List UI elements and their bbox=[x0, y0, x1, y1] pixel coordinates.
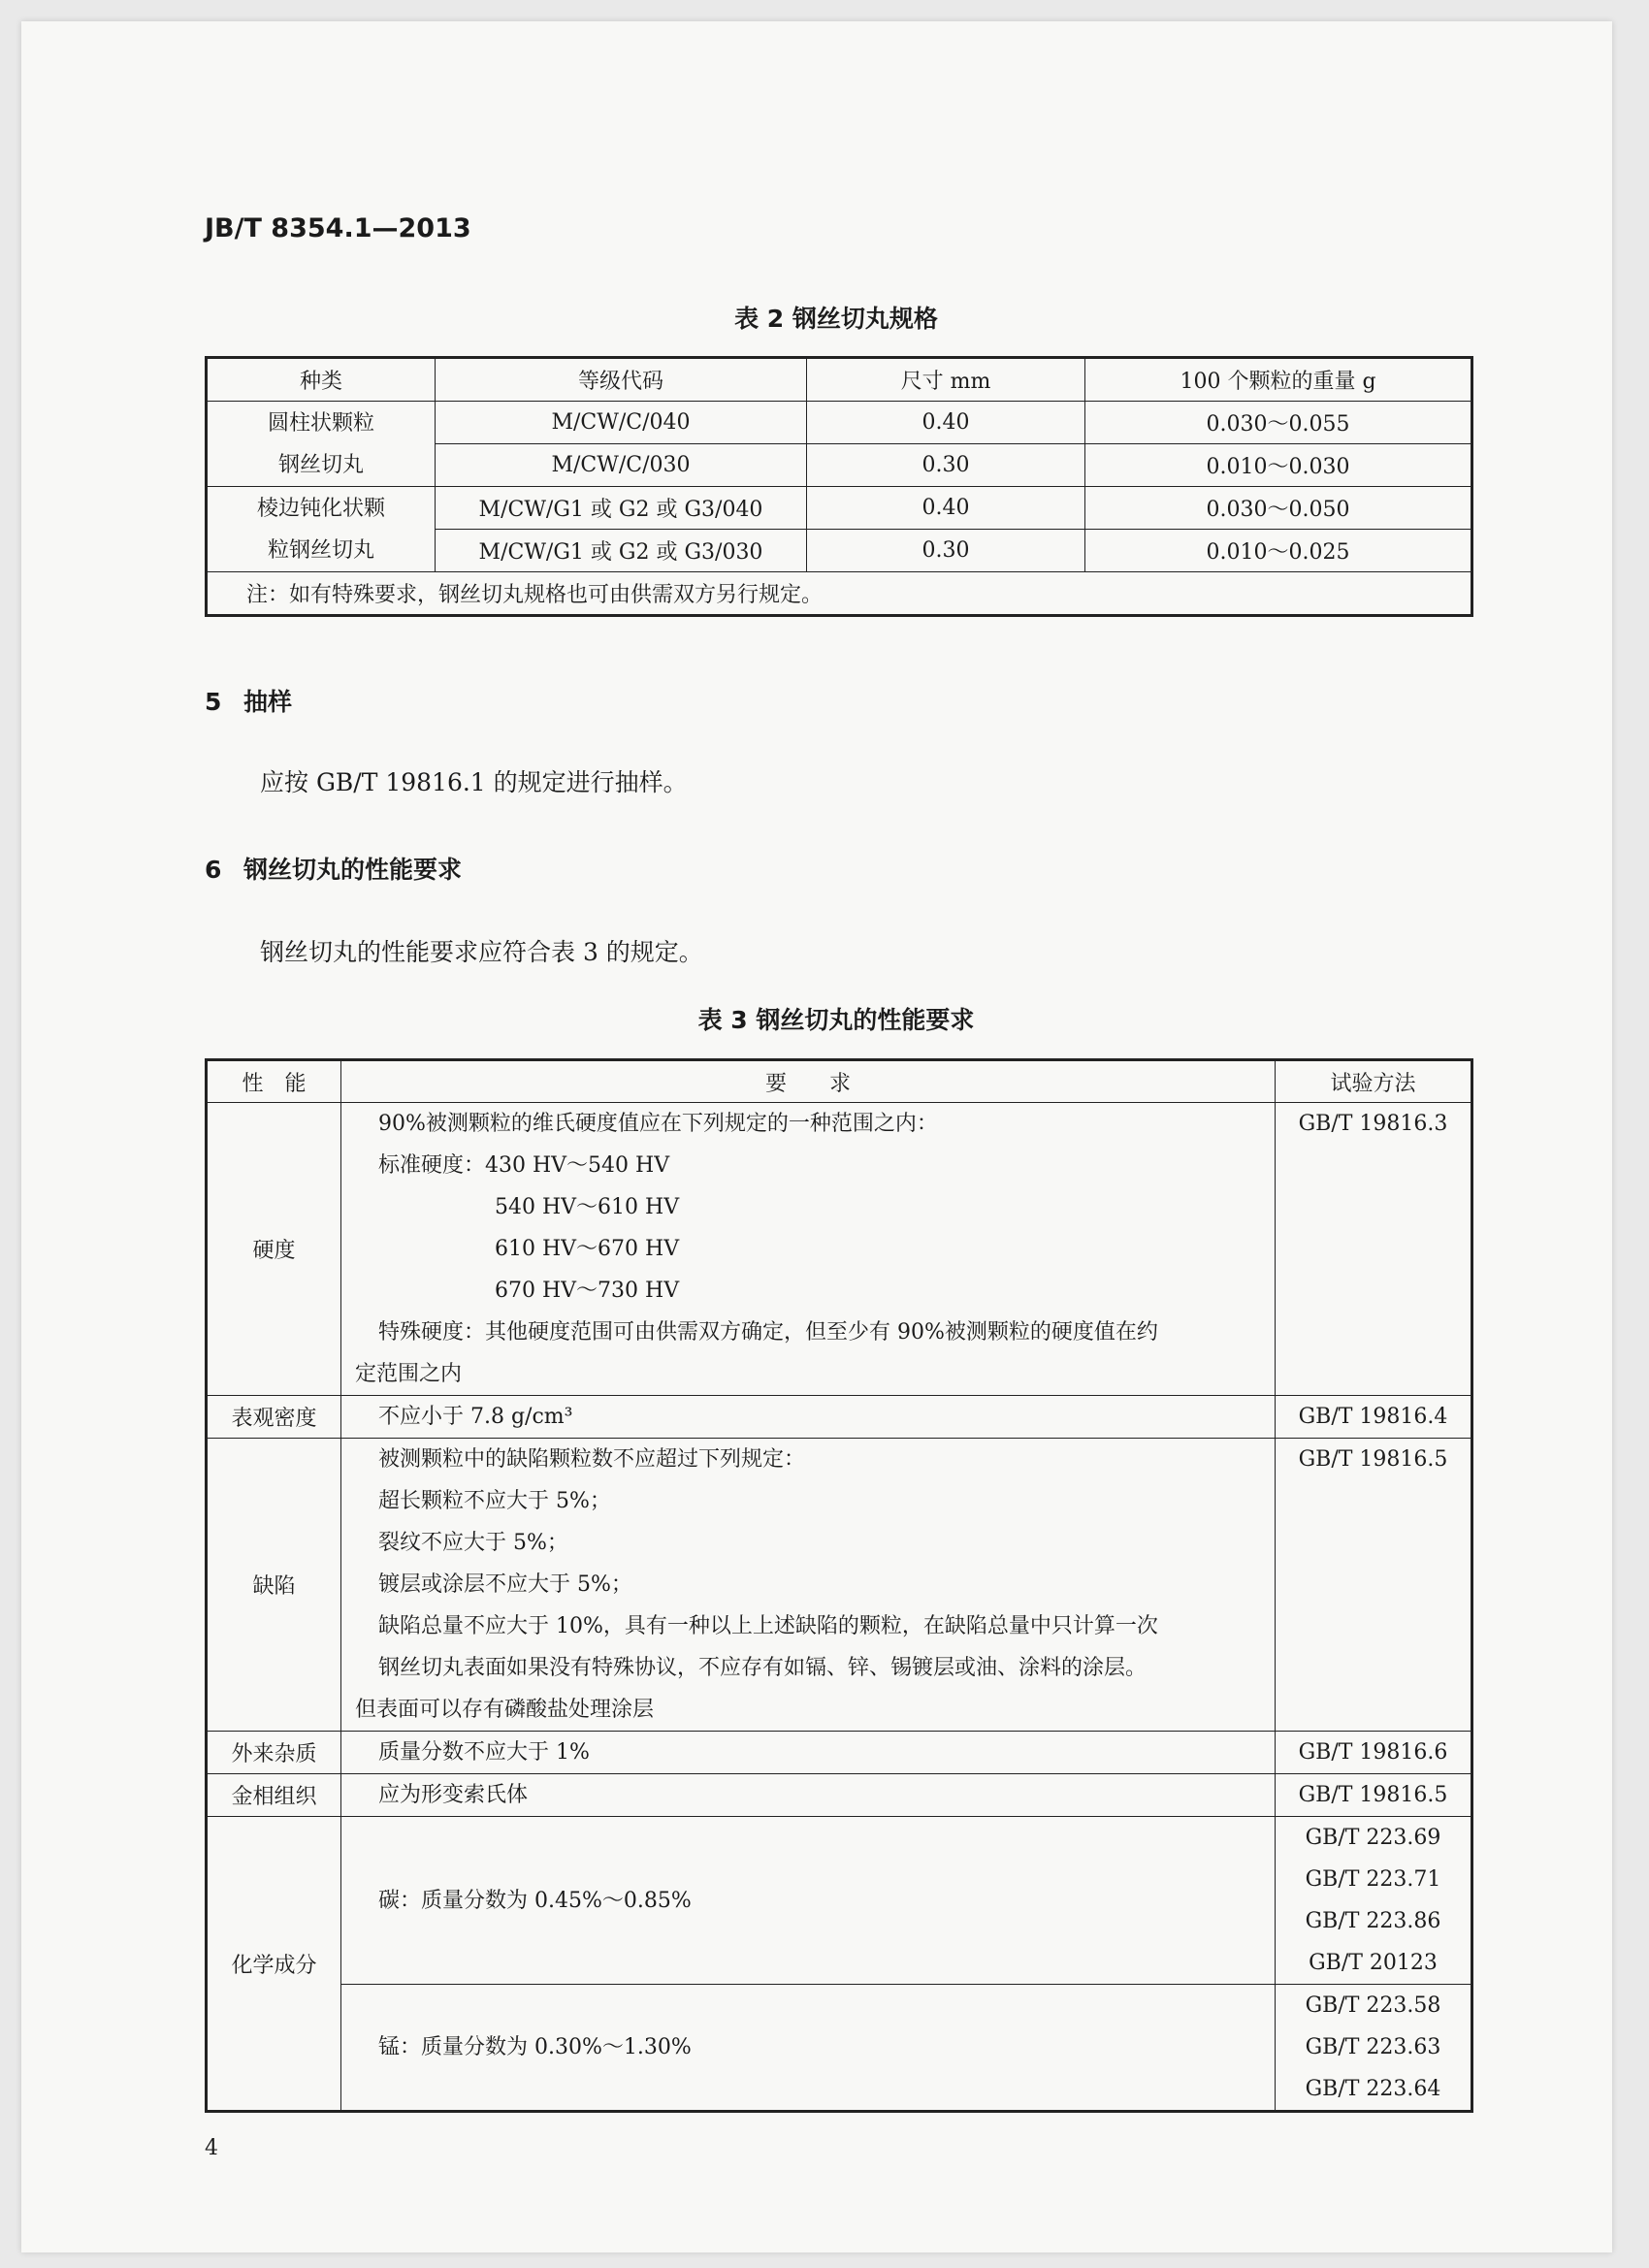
table2-note: 注：如有特殊要求，钢丝切丸规格也可由供需双方另行规定。 bbox=[207, 572, 1472, 616]
col-header-weight: 100 个颗粒的重量 g bbox=[1085, 358, 1472, 402]
requirement-line: 不应小于 7.8 g/cm³ bbox=[378, 1405, 573, 1429]
table-row bbox=[207, 1103, 1472, 1396]
requirement-line: 90%被测颗粒的维氏硬度值应在下列规定的一种范围之内： bbox=[378, 1112, 938, 1136]
requirement-cell bbox=[341, 1774, 1276, 1817]
col-header-size: 尺寸 mm bbox=[807, 358, 1085, 402]
requirement-cell bbox=[341, 1985, 1276, 2112]
page-number: 4 bbox=[205, 2136, 218, 2160]
property-cell: 金相组织 bbox=[207, 1774, 341, 1817]
standard-code: JB/T 8354.1—2013 bbox=[205, 213, 471, 243]
requirement-line: 610 HV～670 HV bbox=[495, 1237, 680, 1261]
requirement-line: 裂纹不应大于 5%； bbox=[378, 1531, 568, 1555]
section-number: 5 bbox=[205, 688, 222, 716]
table-row bbox=[207, 1732, 1472, 1774]
grade-code-cell: M/CW/G1 或 G2 或 G3/040 bbox=[436, 487, 807, 530]
table2-spec-table bbox=[205, 356, 1473, 617]
property-cell: 化学成分 bbox=[207, 1817, 341, 2112]
requirement-line: 超长颗粒不应大于 5%； bbox=[378, 1489, 611, 1513]
requirement-line: 被测颗粒中的缺陷颗粒数不应超过下列规定： bbox=[378, 1447, 806, 1472]
section-6-text: 钢丝切丸的性能要求应符合表 3 的规定。 bbox=[260, 938, 703, 966]
property-cell: 硬度 bbox=[207, 1103, 341, 1396]
kind-line: 棱边钝化状颗 bbox=[256, 496, 385, 521]
requirement-cell bbox=[341, 1396, 1276, 1439]
document-page bbox=[21, 21, 1612, 2252]
requirement-line: 应为形变索氏体 bbox=[378, 1783, 529, 1807]
requirement-line: 标准硬度：430 HV～540 HV bbox=[378, 1153, 670, 1178]
table-row bbox=[207, 1439, 1472, 1732]
requirement-line: 670 HV～730 HV bbox=[495, 1279, 680, 1303]
weight-cell: 0.030～0.055 bbox=[1085, 402, 1472, 444]
section-title: 钢丝切丸的性能要求 bbox=[243, 856, 463, 884]
table2-title: 表 2 钢丝切丸规格 bbox=[734, 305, 938, 333]
weight-cell: 0.030～0.050 bbox=[1085, 487, 1472, 530]
section-6-heading bbox=[205, 851, 462, 886]
requirement-cell bbox=[341, 1103, 1276, 1396]
size-cell: 0.40 bbox=[807, 487, 1085, 530]
kind-cell bbox=[207, 487, 436, 572]
weight-cell: 0.010～0.030 bbox=[1085, 444, 1472, 487]
property-cell: 表观密度 bbox=[207, 1396, 341, 1439]
section-5-text: 应按 GB/T 19816.1 的规定进行抽样。 bbox=[260, 768, 688, 796]
test-method: GB/T 223.63 bbox=[1305, 2035, 1441, 2059]
table-row bbox=[207, 1774, 1472, 1817]
table-row bbox=[207, 1396, 1472, 1439]
requirement-line: 定范围之内 bbox=[355, 1362, 463, 1386]
kind-line: 粒钢丝切丸 bbox=[267, 537, 374, 563]
table-header-row bbox=[207, 1060, 1472, 1103]
requirement-cell bbox=[341, 1817, 1276, 1985]
test-method: GB/T 223.64 bbox=[1305, 2077, 1441, 2101]
table-row bbox=[207, 487, 1472, 530]
requirement-line: 质量分数不应大于 1% bbox=[378, 1740, 590, 1765]
property-cell: 缺陷 bbox=[207, 1439, 341, 1732]
property-cell: 外来杂质 bbox=[207, 1732, 341, 1774]
requirement-cell bbox=[341, 1439, 1276, 1732]
test-method-cell: GB/T 19816.6 bbox=[1276, 1732, 1472, 1774]
col-header-requirement: 要 求 bbox=[341, 1060, 1276, 1103]
kind-line: 圆柱状颗粒 bbox=[267, 410, 374, 436]
test-method: GB/T 223.71 bbox=[1305, 1867, 1441, 1892]
col-header-test-method: 试验方法 bbox=[1276, 1060, 1472, 1103]
test-method-cell: GB/T 19816.5 bbox=[1276, 1439, 1472, 1732]
test-method: GB/T 20123 bbox=[1309, 1951, 1438, 1975]
weight-cell: 0.010～0.025 bbox=[1085, 530, 1472, 572]
requirement-line: 540 HV～610 HV bbox=[495, 1195, 680, 1219]
size-cell: 0.40 bbox=[807, 402, 1085, 444]
test-method: GB/T 223.69 bbox=[1305, 1826, 1441, 1850]
test-method: GB/T 223.86 bbox=[1305, 1909, 1441, 1933]
requirement-line: 钢丝切丸表面如果没有特殊协议，不应存有如镉、锌、锡镀层或油、涂料的涂层。 bbox=[378, 1656, 1148, 1680]
test-method-cell: GB/T 19816.5 bbox=[1276, 1774, 1472, 1817]
col-header-grade-code: 等级代码 bbox=[436, 358, 807, 402]
size-cell: 0.30 bbox=[807, 444, 1085, 487]
section-5-heading bbox=[205, 683, 292, 718]
grade-code-cell: M/CW/G1 或 G2 或 G3/030 bbox=[436, 530, 807, 572]
table3-title: 表 3 钢丝切丸的性能要求 bbox=[697, 1006, 975, 1034]
table-header-row bbox=[207, 358, 1472, 402]
section-number: 6 bbox=[205, 856, 222, 884]
size-cell: 0.30 bbox=[807, 530, 1085, 572]
table-note-row bbox=[207, 572, 1472, 616]
test-method: GB/T 223.58 bbox=[1305, 1993, 1441, 2018]
table-row bbox=[207, 1817, 1472, 1985]
requirement-line: 碳：质量分数为 0.45%～0.85% bbox=[378, 1888, 692, 1913]
kind-cell bbox=[207, 402, 436, 487]
requirement-cell bbox=[341, 1732, 1276, 1774]
table-row bbox=[207, 402, 1472, 444]
grade-code-cell: M/CW/C/030 bbox=[436, 444, 807, 487]
test-method-cell bbox=[1276, 1985, 1472, 2112]
requirement-line: 缺陷总量不应大于 10%，具有一种以上上述缺陷的颗粒，在缺陷总量中只计算一次 bbox=[378, 1614, 1158, 1638]
table3-performance-table bbox=[205, 1058, 1473, 2113]
grade-code-cell: M/CW/C/040 bbox=[436, 402, 807, 444]
requirement-line: 但表面可以存有磷酸盐处理涂层 bbox=[355, 1698, 655, 1722]
table-row bbox=[207, 1985, 1472, 2112]
requirement-line: 镀层或涂层不应大于 5%； bbox=[378, 1572, 632, 1597]
requirement-line: 锰：质量分数为 0.30%～1.30% bbox=[378, 2035, 692, 2059]
requirement-line: 特殊硬度：其他硬度范围可由供需双方确定，但至少有 90%被测颗粒的硬度值在约 bbox=[378, 1320, 1158, 1345]
test-method-cell bbox=[1276, 1817, 1472, 1985]
col-header-kind: 种类 bbox=[207, 358, 436, 402]
test-method-cell: GB/T 19816.3 bbox=[1276, 1103, 1472, 1396]
test-method-cell: GB/T 19816.4 bbox=[1276, 1396, 1472, 1439]
section-title: 抽样 bbox=[243, 688, 293, 716]
col-header-property: 性 能 bbox=[207, 1060, 341, 1103]
kind-line: 钢丝切丸 bbox=[277, 452, 364, 477]
